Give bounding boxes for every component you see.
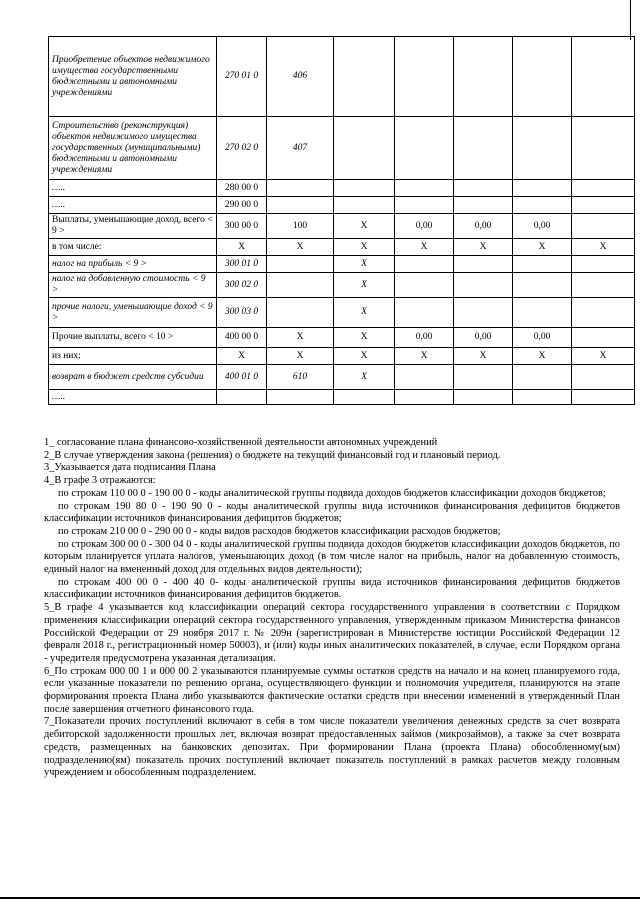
- row-name: Приобретение объектов недвижимого имущества государственными бюджетными и автономными учреждениями: [49, 37, 217, 117]
- row-code: X: [217, 348, 267, 365]
- row-classifier: [267, 390, 334, 405]
- row-cell: [513, 365, 572, 390]
- right-edge-line: [630, 0, 631, 40]
- row-cell: [513, 256, 572, 273]
- row-cell: [572, 197, 635, 214]
- table-row: [49, 273, 635, 298]
- row-cell: [513, 298, 572, 328]
- row-name: налог на добавленную стоимость < 9 >: [49, 273, 217, 298]
- table-row: [49, 328, 635, 348]
- row-classifier: [267, 197, 334, 214]
- row-cell: [454, 298, 513, 328]
- row-cell: [572, 117, 635, 180]
- table-row: [49, 390, 635, 405]
- row-classifier: X: [267, 348, 334, 365]
- row-cell: [454, 180, 513, 197]
- row-cell: X: [454, 239, 513, 256]
- row-code: 290 00 0: [217, 197, 267, 214]
- row-code: 300 01 0: [217, 256, 267, 273]
- row-name: из них:: [49, 348, 217, 365]
- footnote-4: 4_В графе 3 отражаются:: [44, 475, 156, 487]
- table-row: [49, 197, 635, 214]
- footnote-5: 5_В графе 4 указывается код классификации операций сектора государственного управления в соответствии с Порядком применения классификации операций сектора государственного управления, утвержденным приказом Министерства финансов Российской Федерации от 29 ноября 2017 г. № 209н (зарегистрирован в Министерстве юстиции Российской Федерации 12 февраля 2018 г., регистрационный номер 50003), и (или) коды иных аналитических показателей, в случае, если Порядком органа - учредителя предусмотрена указанная детализация.: [44, 602, 620, 664]
- row-name: прочие налоги, уменьшающие доход < 9 >: [49, 298, 217, 328]
- row-code: 280 00 0: [217, 180, 267, 197]
- table-row: [49, 365, 635, 390]
- row-classifier: X: [267, 239, 334, 256]
- row-cell: X: [334, 348, 395, 365]
- row-cell: [395, 365, 454, 390]
- row-cell: 0,00: [454, 328, 513, 348]
- row-cell: [572, 180, 635, 197]
- footnote-4-item: по строкам 300 00 0 - 300 04 0 - коды аналитической группы подвида доходов бюджетов классификации доходов бюджетов, по которым планируется уплата налогов, уменьшающих доход (в том числе налог на прибыль, налог на добавленную стоимость, единый налог на вмененный доход для отдельных видов деятельности);: [44, 538, 620, 576]
- row-name: Выплаты, уменьшающие доход, всего < 9 >: [49, 214, 217, 239]
- footnote-4-item: по строкам 190 80 0 - 190 90 0 - коды аналитической группы вида источников финансирования дефицитов бюджетов классификации источников финансирования дефицитов бюджетов;: [44, 500, 620, 525]
- table-row: [49, 37, 635, 117]
- plan-table: [48, 36, 635, 405]
- row-cell: X: [572, 239, 635, 256]
- row-cell: [395, 298, 454, 328]
- row-cell: X: [572, 348, 635, 365]
- row-cell: [454, 365, 513, 390]
- row-classifier: 406: [267, 37, 334, 117]
- row-cell: [572, 390, 635, 405]
- row-cell: [572, 256, 635, 273]
- row-cell: [513, 197, 572, 214]
- row-classifier: [267, 273, 334, 298]
- table-row: [49, 180, 635, 197]
- row-code: 300 00 0: [217, 214, 267, 239]
- table-row: [49, 117, 635, 180]
- row-cell: X: [334, 214, 395, 239]
- row-classifier: [267, 256, 334, 273]
- row-cell: 0,00: [513, 214, 572, 239]
- row-cell: [572, 37, 635, 117]
- row-cell: X: [334, 365, 395, 390]
- row-code: 300 02 0: [217, 273, 267, 298]
- row-classifier: 100: [267, 214, 334, 239]
- footnotes: [44, 437, 620, 780]
- row-cell: X: [513, 239, 572, 256]
- row-cell: [513, 273, 572, 298]
- row-cell: X: [454, 348, 513, 365]
- row-cell: 0,00: [395, 214, 454, 239]
- row-code: 270 02 0: [217, 117, 267, 180]
- footnote-7: 7_Показатели прочих поступлений включают в себя в том числе показатели увеличения денежных средств за счет возврата дебиторской задолженности прошлых лет, включая возврат предоставленных займов (микрозаймов), а также за счет возврата средств, размещенных на банковских депозитах. При формировании Плана (проекта Плана) обособленному(ым) подразделению(ям) показатель прочих поступлений включает показатель поступлений в рамках расчетов между головным учреждением и обособленным подразделением.: [44, 716, 620, 779]
- row-classifier: 407: [267, 117, 334, 180]
- row-code: 400 01 0: [217, 365, 267, 390]
- row-cell: 0,00: [395, 328, 454, 348]
- row-cell: [572, 214, 635, 239]
- row-classifier: 610: [267, 365, 334, 390]
- row-code: 400 00 0: [217, 328, 267, 348]
- footnote-6: 6_По строкам 000 00 1 и 000 00 2 указываются планируемые суммы остатков средств на начало и на конец планируемого года, если указанные показатели по решению органа, осуществляющего функции и полномочия учредителя, планируются на этапе формирования проекта Плана либо указываются фактические остатки средств при внесении изменений в утвержденный План после завершения отчетного финансового года.: [44, 665, 620, 715]
- row-cell: X: [334, 239, 395, 256]
- row-cell: [454, 37, 513, 117]
- row-code: [217, 390, 267, 405]
- row-cell: [395, 180, 454, 197]
- row-cell: X: [334, 328, 395, 348]
- row-cell: [395, 117, 454, 180]
- row-cell: X: [513, 348, 572, 365]
- footnote-4-item: по строкам 400 00 0 - 400 40 0- коды аналитической группы вида источников финансирования дефицитов бюджетов классификации источников финансирования дефицитов бюджетов.: [44, 576, 620, 601]
- row-cell: [454, 390, 513, 405]
- row-name: возврат в бюджет средств субсидии: [49, 365, 217, 390]
- row-name: …..: [49, 197, 217, 214]
- row-cell: [334, 180, 395, 197]
- row-cell: X: [395, 239, 454, 256]
- row-cell: 0,00: [454, 214, 513, 239]
- footnote-3: 3_Указывается дата подписания Плана: [44, 462, 216, 474]
- row-classifier: [267, 298, 334, 328]
- row-code: 270 01 0: [217, 37, 267, 117]
- row-cell: [334, 390, 395, 405]
- row-cell: [513, 117, 572, 180]
- row-name: Строительство (реконструкция) объектов недвижимого имущества государственных (муниципальными) бюджетными и автономными учреждениями: [49, 117, 217, 180]
- row-cell: X: [334, 273, 395, 298]
- row-cell: [334, 37, 395, 117]
- bottom-border-line: [0, 897, 640, 899]
- table-row: [49, 239, 635, 256]
- row-name: налог на прибыль < 9 >: [49, 256, 217, 273]
- row-cell: [572, 273, 635, 298]
- row-cell: [513, 180, 572, 197]
- row-classifier: X: [267, 328, 334, 348]
- row-cell: [454, 256, 513, 273]
- row-name: в том числе:: [49, 239, 217, 256]
- row-code: 300 03 0: [217, 298, 267, 328]
- table-row: [49, 348, 635, 365]
- row-cell: X: [395, 348, 454, 365]
- row-cell: [572, 365, 635, 390]
- table-row: [49, 256, 635, 273]
- row-cell: [334, 197, 395, 214]
- row-cell: X: [334, 256, 395, 273]
- row-cell: [454, 273, 513, 298]
- row-cell: [454, 117, 513, 180]
- row-cell: [572, 328, 635, 348]
- row-code: X: [217, 239, 267, 256]
- footnote-4-item: по строкам 210 00 0 - 290 00 0 - коды видов расходов бюджетов классификации расходов бюджетов;: [58, 525, 501, 537]
- footnote-1: 1_ согласование плана финансово-хозяйственной деятельности автономных учреждений: [44, 437, 438, 448]
- footnote-4-item: по строкам 110 00 0 - 190 00 0 - коды аналитической группы подвида доходов бюджетов классификации доходов бюджетов;: [58, 487, 606, 499]
- table-row: [49, 214, 635, 239]
- row-cell: 0,00: [513, 328, 572, 348]
- row-cell: [454, 197, 513, 214]
- row-cell: [395, 390, 454, 405]
- row-cell: [513, 390, 572, 405]
- row-cell: [395, 197, 454, 214]
- footnote-2: 2_В случае утверждения закона (решения) о бюджете на текущий финансовый год и плановый период.: [44, 449, 501, 461]
- row-cell: [334, 117, 395, 180]
- row-name: Прочие выплаты, всего < 10 >: [49, 328, 217, 348]
- row-cell: X: [334, 298, 395, 328]
- row-cell: [395, 273, 454, 298]
- row-cell: [395, 37, 454, 117]
- row-cell: [395, 256, 454, 273]
- table-row: [49, 298, 635, 328]
- row-cell: [572, 298, 635, 328]
- row-name: …..: [49, 390, 217, 405]
- row-name: …..: [49, 180, 217, 197]
- row-classifier: [267, 180, 334, 197]
- row-cell: [513, 37, 572, 117]
